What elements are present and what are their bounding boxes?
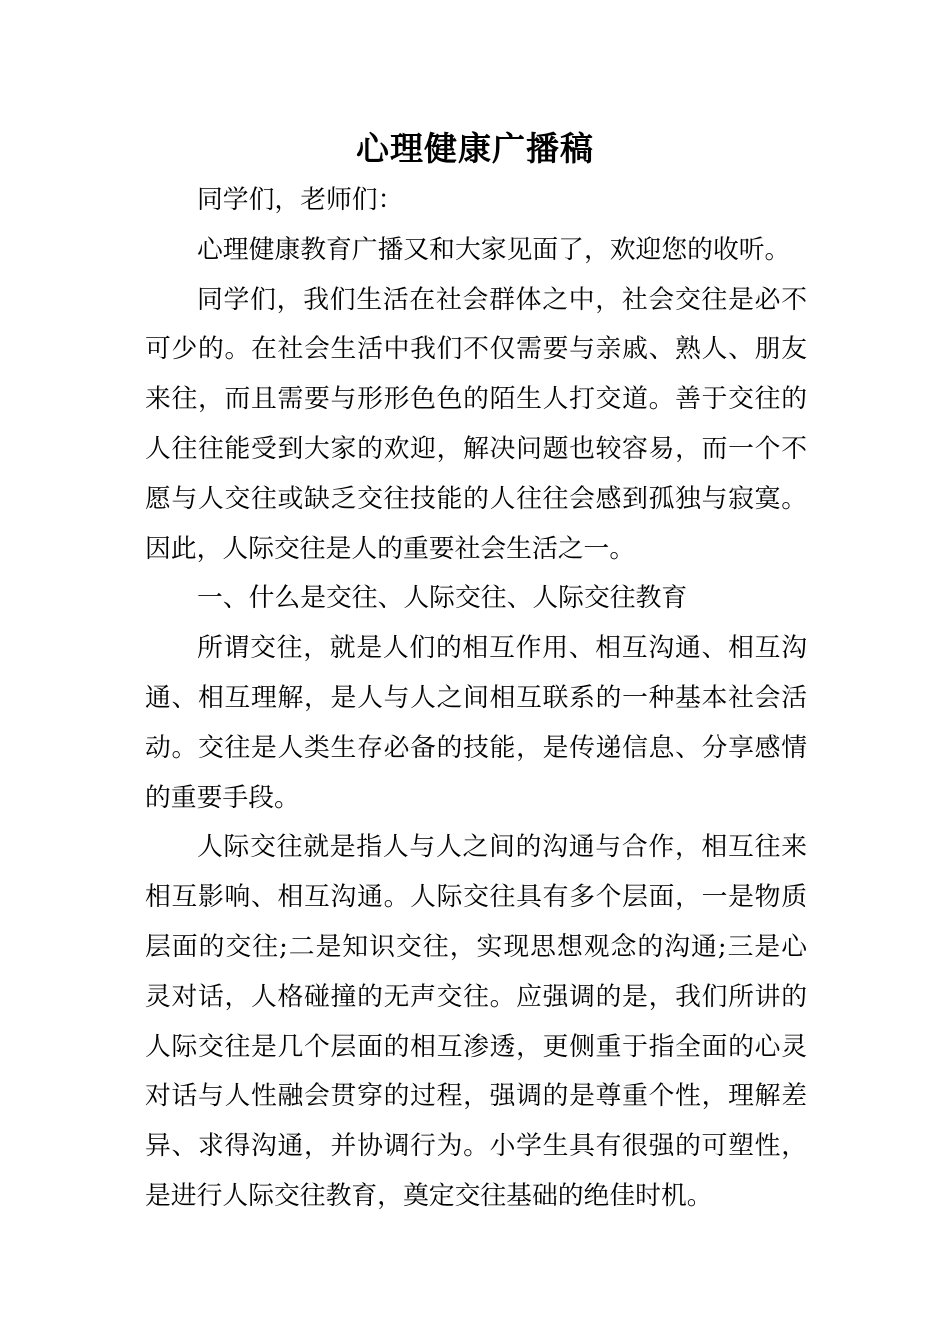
intro-paragraph: 心理健康教育广播又和大家见面了，欢迎您的收听。 bbox=[197, 234, 791, 265]
body-paragraph: 同学们，我们生活在社会群体之中，社会交往是必不可少的。在社会生活中我们不仅需要与亲戚、熟人、朋友来往，而且需要与形形色色的陌生人打交道。善于交往的人往往能受到大家的欢迎，解决问题也较容易，而一个不愿与人交往或缺乏交往技能的人往往会感到孤独与寂寞。因此，人际交往是人的重要社会生活之一。 bbox=[145, 284, 807, 564]
document-body bbox=[145, 176, 807, 1222]
document-title: 心理健康广播稿 bbox=[356, 129, 594, 168]
greeting-paragraph: 同学们，老师们： bbox=[197, 185, 404, 215]
body-paragraph: 人际交往就是指人与人之间的沟通与合作，相互往来相互影响、相互沟通。人际交往具有多个层面，一是物质层面的交往;二是知识交往，实现思想观念的沟通;三是心灵对话，人格碰撞的无声交往。应强调的是，我们所讲的人际交往是几个层面的相互渗透，更侧重于指全面的心灵对话与人性融会贯穿的过程，强调的是尊重个性，理解差异、求得沟通，并协调行为。小学生具有很强的可塑性，是进行人际交往教育，奠定交往基础的绝佳时机。 bbox=[145, 832, 807, 1211]
body-paragraph: 所谓交往，就是人们的相互作用、相互沟通、相互沟通、相互理解，是人与人之间相互联系的一种基本社会活动。交往是人类生存必备的技能，是传递信息、分享感情的重要手段。 bbox=[145, 633, 807, 813]
section-heading: 一、什么是交往、人际交往、人际交往教育 bbox=[197, 583, 688, 614]
